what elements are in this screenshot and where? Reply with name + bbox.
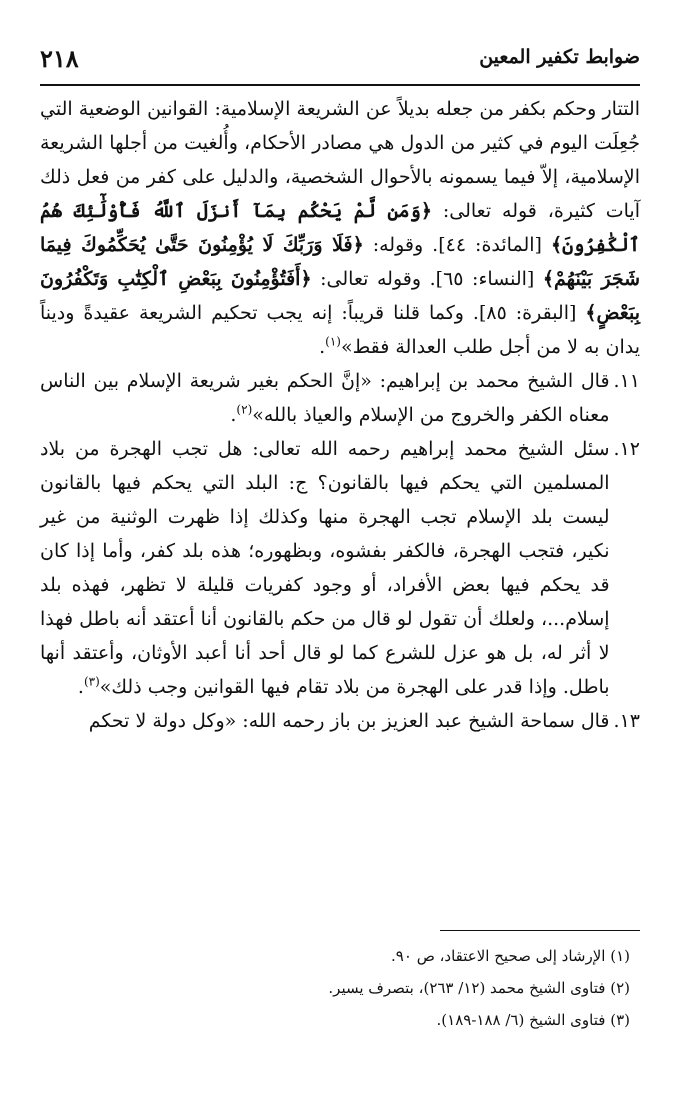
- para1-end: .: [319, 336, 326, 358]
- item-number-13: ١٣.: [613, 710, 640, 732]
- list-item-13: [40, 704, 640, 738]
- footnote-2: [40, 972, 630, 1004]
- quran-verse-nisa: ﴿فَلَا وَرَبِّكَ لَا يُؤْمِنُونَ حَتَّىٰ يُحَكِّمُوكَ فِيمَا شَجَرَ بَيْنَهُمْ﴾: [40, 234, 641, 290]
- item11-text: قال الشيخ محمد بن إبراهيم: «إنَّ الحكم بغير شريعة الإسلام بين الناس معناه الكفر والخروج من الإسلام والعياذ بالله»: [40, 370, 610, 426]
- footnote-ref-3: (٣): [83, 674, 100, 689]
- item11-end: .: [230, 404, 237, 426]
- footnote-text: فتاوى الشيخ (٦/ ١٨٨-١٨٩).: [436, 1011, 606, 1029]
- running-title: ضوابط تكفير المعين: [479, 46, 640, 68]
- para1-text-3: [النساء: ٦٥]. وقوله تعالى:: [320, 268, 535, 290]
- footnote-text: الإرشاد إلى صحيح الاعتقاد، ص ٩٠.: [391, 947, 606, 965]
- item-text-11: [40, 364, 610, 432]
- footnote-text: فتاوى الشيخ محمد (١٢/ ٢٦٣)، بتصرف يسير.: [328, 979, 606, 997]
- item13-text: قال سماحة الشيخ عبد العزيز بن باز رحمه الله: «وكل دولة لا تحكم: [88, 710, 610, 732]
- quran-verse-maidah: ﴿وَمَن لَّمْ يَحْكُم بِمَآ أَنزَلَ ٱللَّهُ فَأُوْلَٰٓئِكَ هُمُ ٱلْكَٰفِرُونَ﴾: [40, 200, 640, 256]
- footnote-ref-2: (٢): [236, 402, 253, 417]
- page-number: ٢١٨: [40, 44, 79, 73]
- footnote-ref-1: (١): [325, 334, 341, 349]
- page-header: [40, 44, 640, 86]
- para1-text-2: [المائدة: ٤٤]. وقوله:: [372, 234, 542, 256]
- footnote-separator: [440, 930, 640, 931]
- footnote-number: (٢): [610, 979, 630, 997]
- paragraph-continuation: [40, 92, 640, 364]
- footnotes: [40, 940, 630, 1036]
- footnote-number: (٣): [610, 1011, 630, 1029]
- para1-text-4: [البقرة: ٨٥]. وكما قلنا قريباً: إنه يجب تحكيم الشريعة عقيدةً وديناً يدان به لا من أجل طلب العدالة فقط»: [40, 302, 640, 358]
- item-number-12: ١٢.: [613, 438, 640, 460]
- item12-text: سئل الشيخ محمد إبراهيم رحمه الله تعالى: هل تجب الهجرة من بلاد المسلمين التي يحكم فيها بالقانون؟ ج: البلد التي يحكم فيها بالقانون ليست بلد الإسلام تجب الهجرة منها وكذلك إذا ظهرت الوثنية من غير نكير، فتجب الهجرة، فالكفر بفشوه، وبظهوره؛ هذه بلد كفر، وأما إذا كان قد يحكم فيها بعض الأفراد، أو وجود كفريات قليلة لا تظهر، فهذه بلد إسلام...، ولعلك أن تقول لو قال من حكم بالقانون أنا أعتقد أنه باطل فهذا لا أثر له، بل هو عزل للشرع كما لو قال أحد أنا أعبد الأوثان، وأعتقد أنها باطل. وإذا قدر على الهجرة من بلاد تقام فيها القوانين وجب ذلك»: [40, 438, 610, 698]
- quran-verse-baqarah: ﴿أَفَتُؤْمِنُونَ بِبَعْضِ ٱلْكِتَٰبِ وَتَكْفُرُونَ بِبَعْضٍ﴾: [40, 268, 640, 324]
- footnote-1: [40, 940, 630, 972]
- item-text-12: [40, 432, 610, 704]
- item12-end: .: [77, 676, 84, 698]
- list-item-12: [40, 432, 640, 704]
- footnote-3: [40, 1004, 630, 1036]
- main-text: [40, 92, 640, 738]
- list-item-11: [40, 364, 640, 432]
- item-number-11: ١١.: [613, 370, 640, 392]
- para1-text-1: التتار وحكم بكفر من جعله بديلاً عن الشريعة الإسلامية: القوانين الوضعية التي جُعِلَت اليوم في كثير من الدول هي مصادر الأحكام، وأُلغيت من أجلها الشريعة الإسلامية، إلاّ فيما يسمونه بالأحوال الشخصية، والدليل على كفر من فعل ذلك آيات كثيرة، قوله تعالى:: [40, 98, 640, 222]
- footnote-number: (١): [610, 947, 630, 965]
